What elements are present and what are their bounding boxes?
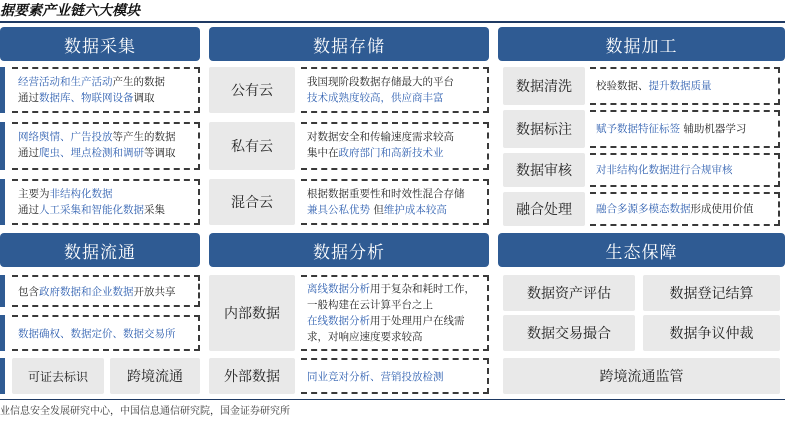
note-text: 通过 [18, 204, 39, 216]
note-text: 通过 [18, 147, 39, 159]
header-data-storage: 数据存储 [209, 27, 489, 61]
page-title: 据要素产业链六大模块 [0, 3, 140, 19]
row-marker [0, 358, 5, 394]
highlight-text: 融合多源多模态数据 [596, 203, 691, 215]
source-footer: 业信息安全发展研究中心，中国信息通信研究院，国金证券研究所 [0, 406, 290, 417]
note-text: 集中在 [307, 147, 339, 159]
row-marker [0, 122, 5, 170]
header-data-circulation: 数据流通 [0, 233, 200, 267]
header-ecosystem-guarantee: 生态保障 [498, 233, 785, 267]
storage-note-private [301, 122, 489, 170]
highlight-text: 政府数据和企业数据 [39, 286, 134, 298]
note-text: 开放共享 [133, 286, 176, 298]
eco-trade-matching: 数据交易撮合 [503, 315, 635, 351]
highlight-text: 数据确权、数据定价、数据交易所 [18, 328, 176, 340]
analysis-note-internal [301, 275, 489, 351]
note-text: 辅助机器学习 [680, 123, 747, 135]
label-data-labeling: 数据标注 [503, 110, 585, 148]
circulation-note-2 [12, 315, 200, 351]
highlight-text: 经营活动和生产活动 [18, 76, 113, 88]
note-text: 调取 [133, 92, 155, 104]
label-internal-data: 内部数据 [209, 275, 295, 351]
storage-note-hybrid [301, 179, 489, 225]
highlight-text: 离线数据分析 [307, 283, 370, 295]
label-hybrid-cloud: 混合云 [209, 179, 295, 225]
note-text: 我国现阶段数据存储最大的平台 [307, 76, 454, 88]
label-data-cleaning: 数据清洗 [503, 67, 585, 105]
eco-registration-settlement: 数据登记结算 [643, 275, 780, 311]
processing-note-cleaning [590, 67, 780, 105]
header-data-analysis: 数据分析 [209, 233, 489, 267]
note-text: 根据数据重要性和时效性混合存储 [307, 188, 465, 200]
row-marker [0, 67, 5, 113]
highlight-text: 爬虫、埋点检测和调研 [39, 147, 144, 159]
highlight-text: 维护成本较高 [383, 204, 447, 216]
note-text: 用于复杂和耗时工作，一般构建在云计算平台之上 [307, 283, 475, 311]
label-external-data: 外部数据 [209, 358, 295, 394]
highlight-text: 对非结构化数据进行合规审核 [596, 164, 733, 176]
highlight-text: 同业竞对分析、营销投放检测 [307, 371, 444, 383]
highlight-text: 在线数据分析 [307, 315, 370, 327]
row-marker [0, 179, 5, 225]
row-marker [0, 275, 5, 307]
storage-note-public [301, 67, 489, 113]
circulation-note-1 [12, 275, 200, 307]
processing-note-review [590, 153, 780, 187]
title-rule [0, 21, 785, 23]
highlight-text: 非结构化数据 [49, 188, 113, 200]
note-text: 等调取 [144, 147, 176, 159]
analysis-note-external [301, 358, 489, 394]
row-marker [0, 315, 5, 351]
note-text: 用于处理用户在线需求，对响应速度要求较高 [307, 315, 465, 343]
highlight-text: 赋予数据特征标签 [596, 123, 680, 135]
note-text: 等产生的数据 [112, 131, 176, 143]
note-text: 形成使用价值 [690, 203, 754, 215]
note-text: 主要为 [18, 188, 50, 200]
collection-note-3 [12, 179, 200, 225]
note-text: 但 [373, 204, 384, 216]
header-data-processing: 数据加工 [498, 27, 785, 61]
eco-asset-valuation: 数据资产评估 [503, 275, 635, 311]
processing-note-labeling [590, 110, 780, 148]
highlight-text: 兼具公私优势 [307, 204, 370, 216]
processing-note-fusion [590, 192, 780, 226]
note-text: 产生的数据 [112, 76, 165, 88]
collection-note-2 [12, 122, 200, 170]
eco-dispute-arbitration: 数据争议仲裁 [643, 315, 780, 351]
label-public-cloud: 公有云 [209, 67, 295, 113]
collection-note-1 [12, 67, 200, 113]
eco-cross-border-supervision: 跨境流通监管 [503, 358, 780, 394]
label-data-review: 数据审核 [503, 153, 585, 187]
label-private-cloud: 私有云 [209, 122, 295, 170]
highlight-text: 技术成熟度较高，供应商丰富 [307, 92, 444, 104]
note-text: 采集 [144, 204, 165, 216]
highlight-text: 网络舆情、广告投放 [18, 131, 113, 143]
label-fusion-processing: 融合处理 [503, 192, 585, 226]
header-data-collection: 数据采集 [0, 27, 200, 61]
note-text: 通过 [18, 92, 39, 104]
note-text: 包含 [18, 286, 39, 298]
note-text: 校验数据、 [596, 80, 649, 92]
highlight-text: 提升数据质量 [648, 80, 712, 92]
highlight-text: 人工采集和智能化数据 [39, 204, 144, 216]
highlight-text: 政府部门和高新技术业 [338, 147, 444, 159]
footer-rule [0, 399, 785, 400]
tag-deidentify: 可证去标识 [12, 358, 104, 394]
highlight-text: 数据库、物联网设备 [39, 92, 134, 104]
tag-cross-border: 跨境流通 [110, 358, 200, 394]
note-text: 对数据安全和传输速度需求较高 [307, 131, 454, 143]
